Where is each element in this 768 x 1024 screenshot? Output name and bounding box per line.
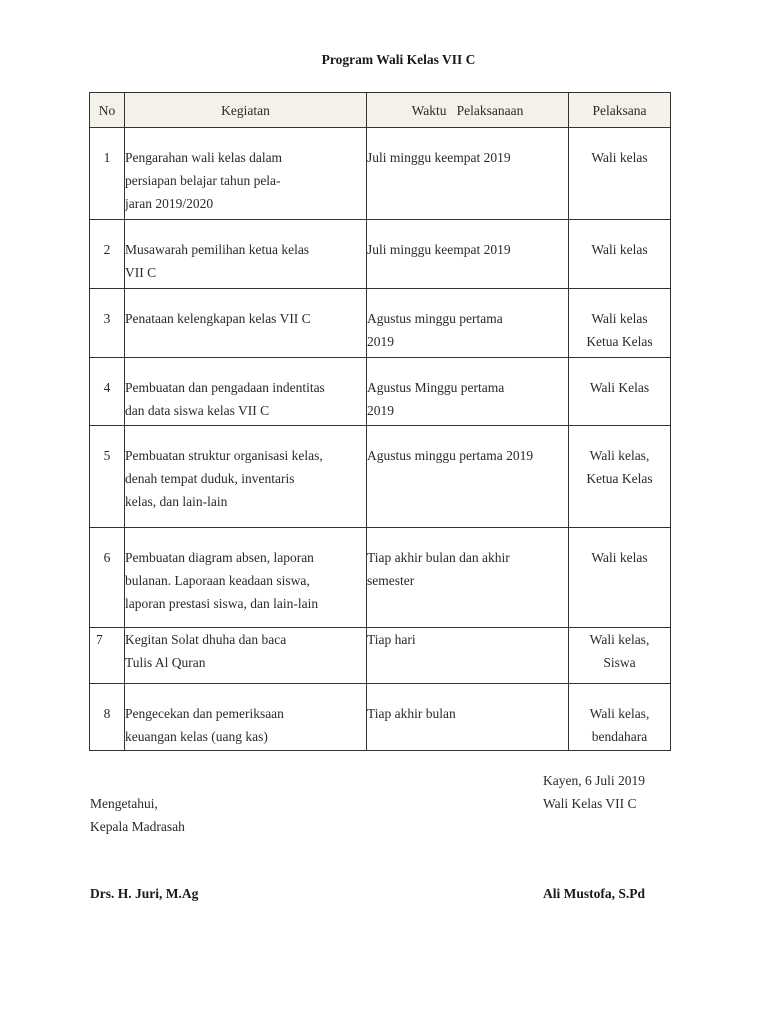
table-row <box>90 358 671 426</box>
cell-kegiatan-line: Kegitan Solat dhuha dan baca <box>125 632 287 647</box>
row-number: 3 <box>103 311 111 326</box>
cell-kegiatan <box>125 220 367 289</box>
cell-waktu-line: 2019 <box>367 403 394 418</box>
cell-pelaksana <box>569 528 671 628</box>
principal-role: Kepala Madrasah <box>90 819 185 834</box>
cell-waktu-line: 2019 <box>367 334 394 349</box>
cell-pelaksana-line: Wali kelas, <box>589 706 650 721</box>
cell-waktu-line: Tiap akhir bulan dan akhir <box>367 550 510 565</box>
cell-pelaksana-line: Wali kelas <box>591 311 648 326</box>
row-number: 7 <box>96 632 103 647</box>
cell-pelaksana-line: Siswa <box>603 655 636 670</box>
cell-kegiatan <box>125 528 367 628</box>
cell-kegiatan <box>125 358 367 426</box>
cell-kegiatan-line: kelas, dan lain-lain <box>125 494 228 509</box>
cell-pelaksana <box>569 358 671 426</box>
cell-kegiatan-line: bulanan. Laporaan keadaan siswa, <box>125 573 310 588</box>
cell-pelaksana-line: Wali Kelas <box>589 380 650 395</box>
cell-kegiatan-line: persiapan belajar tahun pela- <box>125 173 281 188</box>
cell-kegiatan-line: Pembuatan struktur organisasi kelas, <box>125 448 323 463</box>
table-row <box>90 289 671 358</box>
cell-waktu-line: semester <box>367 573 415 588</box>
cell-kegiatan-line: laporan prestasi siswa, dan lain-lain <box>125 596 319 611</box>
cell-waktu <box>367 289 569 358</box>
cell-pelaksana <box>569 220 671 289</box>
homeroom-teacher-name: Ali Mustofa, S.Pd <box>543 886 646 901</box>
row-number: 5 <box>103 448 111 463</box>
cell-pelaksana-line: Wali kelas <box>591 150 648 165</box>
cell-no <box>90 628 125 684</box>
cell-kegiatan-line: Tulis Al Quran <box>125 655 206 670</box>
cell-kegiatan-line: jaran 2019/2020 <box>125 196 214 211</box>
cell-pelaksana-line: Wali kelas, <box>589 448 650 463</box>
cell-kegiatan-line: Pengarahan wali kelas dalam <box>125 150 283 165</box>
cell-pelaksana <box>569 684 671 751</box>
cell-no <box>90 220 125 289</box>
homeroom-role: Wali Kelas VII C <box>543 796 637 811</box>
cell-no <box>90 128 125 220</box>
row-number: 6 <box>103 550 111 565</box>
cell-waktu-line: Tiap hari <box>367 632 416 647</box>
place-date: Kayen, 6 Juli 2019 <box>543 773 645 788</box>
cell-no <box>90 289 125 358</box>
cell-waktu <box>367 426 569 528</box>
principal-name: Drs. H. Juri, M.Ag <box>90 886 199 901</box>
cell-waktu <box>367 358 569 426</box>
cell-kegiatan-line: keuangan kelas (uang kas) <box>125 729 268 744</box>
cell-pelaksana <box>569 128 671 220</box>
row-number: 8 <box>103 706 111 721</box>
cell-waktu <box>367 128 569 220</box>
row-number: 2 <box>103 242 111 257</box>
cell-kegiatan <box>125 628 367 684</box>
table-row <box>90 684 671 751</box>
cell-no <box>90 426 125 528</box>
header-pelaksana: Pelaksana <box>569 93 671 128</box>
cell-waktu-line: Agustus minggu pertama 2019 <box>367 448 534 463</box>
cell-waktu <box>367 220 569 289</box>
row-number: 1 <box>103 150 111 165</box>
cell-kegiatan <box>125 289 367 358</box>
table-body <box>90 128 671 751</box>
header-waktu: Waktu Pelaksanaan <box>367 93 569 128</box>
row-number: 4 <box>103 380 111 395</box>
cell-pelaksana-line: Wali kelas <box>591 550 648 565</box>
acknowledged-label: Mengetahui, <box>90 796 158 811</box>
table-row <box>90 528 671 628</box>
cell-pelaksana <box>569 289 671 358</box>
cell-pelaksana-line: bendahara <box>591 729 648 744</box>
cell-waktu-line: Agustus minggu pertama <box>367 311 503 326</box>
cell-waktu-line: Juli minggu keempat 2019 <box>367 150 511 165</box>
cell-kegiatan <box>125 128 367 220</box>
cell-kegiatan-line: Pembuatan diagram absen, laporan <box>125 550 314 565</box>
cell-pelaksana-line: Ketua Kelas <box>586 471 653 486</box>
cell-no <box>90 684 125 751</box>
cell-waktu-line: Juli minggu keempat 2019 <box>367 242 511 257</box>
cell-kegiatan-line: Penataan kelengkapan kelas VII C <box>125 311 311 326</box>
header-no: No <box>90 93 125 128</box>
table-header-row <box>90 93 671 128</box>
cell-waktu-line: Agustus Minggu pertama <box>367 380 505 395</box>
document-title: Program Wali Kelas VII C <box>321 52 476 67</box>
cell-pelaksana-line: Wali kelas, <box>589 632 650 647</box>
cell-waktu-line: Tiap akhir bulan <box>367 706 456 721</box>
cell-kegiatan-line: Pengecekan dan pemeriksaan <box>125 706 284 721</box>
cell-kegiatan-line: dan data siswa kelas VII C <box>125 403 270 418</box>
cell-kegiatan-line: Musawarah pemilihan ketua kelas <box>125 242 310 257</box>
table-row <box>90 426 671 528</box>
cell-waktu <box>367 684 569 751</box>
program-table <box>89 92 671 751</box>
cell-no <box>90 528 125 628</box>
cell-kegiatan-line: Pembuatan dan pengadaan indentitas <box>125 380 325 395</box>
cell-pelaksana <box>569 628 671 684</box>
cell-kegiatan-line: VII C <box>125 265 157 280</box>
cell-no <box>90 358 125 426</box>
cell-kegiatan-line: denah tempat duduk, inventaris <box>125 471 295 486</box>
cell-waktu <box>367 628 569 684</box>
header-kegiatan: Kegiatan <box>125 93 367 128</box>
cell-pelaksana <box>569 426 671 528</box>
cell-kegiatan <box>125 426 367 528</box>
cell-kegiatan <box>125 684 367 751</box>
cell-pelaksana-line: Wali kelas <box>591 242 648 257</box>
table-row <box>90 128 671 220</box>
cell-pelaksana-line: Ketua Kelas <box>586 334 653 349</box>
table-row <box>90 220 671 289</box>
table-header <box>90 93 671 128</box>
table-row <box>90 628 671 684</box>
cell-waktu <box>367 528 569 628</box>
